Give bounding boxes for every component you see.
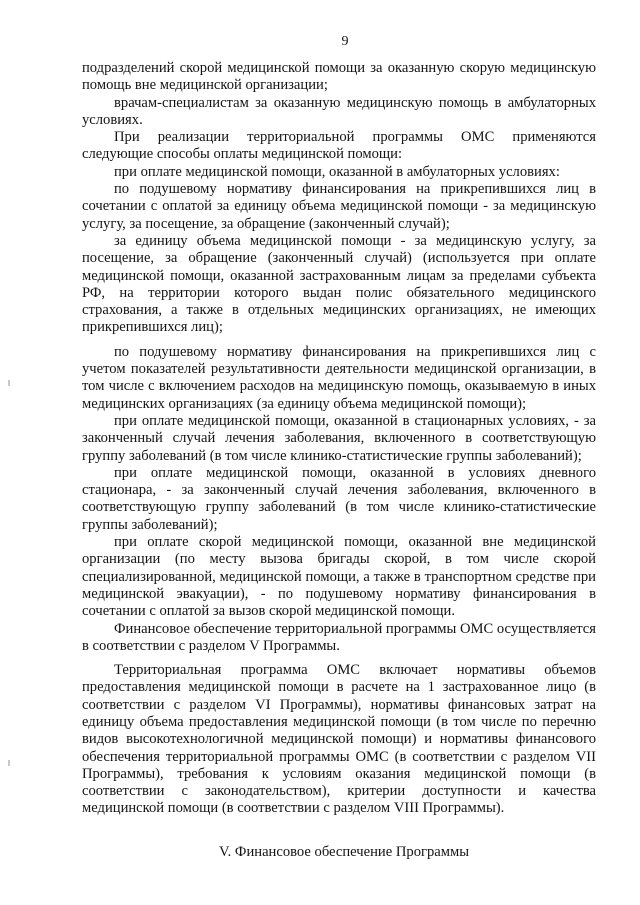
paragraph-3: При реализации территориальной программы ОМС применяются следующие способы оплаты медицинской помощи: <box>82 129 596 163</box>
paragraph-11: Финансовое обеспечение территориальной программы ОМС осуществляется в соответствии с разделом V Программы. <box>82 620 596 654</box>
paragraph-9: при оплате медицинской помощи, оказанной в условиях дневного стационара, - за законченный случай лечения заболевания, включенного в соответствующую группу заболеваний (в том числе клинико-статистические группы заболеваний); <box>82 464 596 533</box>
paragraph-5: по подушевому нормативу финансирования на прикрепившихся лиц в сочетании с оплатой за единицу объема медицинской помощи - за медицинскую услугу, за посещение, за обращение (законченный случай); <box>82 181 596 232</box>
page-number: 9 <box>341 34 349 49</box>
paragraph-4: при оплате медицинской помощи, оказанной в амбулаторных условиях: <box>114 163 560 180</box>
paragraph-6: за единицу объема медицинской помощи - за медицинскую услугу, за посещение, за обращение (законченный случай) (используется при оплате медицинской помощи, оказанной застрахованным лицам за пределами субъекта РФ, на территории которого выдан полис обязательного медицинского страхования, а также в отдельных медицинских организациях, не имеющих прикрепившихся лиц); <box>82 232 596 336</box>
body-text <box>82 60 596 818</box>
scan-artifact <box>8 380 10 386</box>
paragraph-12: Территориальная программа ОМС включает нормативы объемов предоставления медицинской помощи в расчете на 1 застрахованное лицо (в соответствии с разделом VI Программы), нормативы финансовых затрат на единицу объема предоставления медицинской помощи (в том числе по перечню видов высокотехнологичной медицинской помощи) и нормативы финансового обеспечения территориальной программы ОМС (в соответствии с разделом VII Программы), требования к условиям оказания медицинской помощи (в соответствии с законодательством), критерии доступности и качества медицинской помощи (в соответствии с разделом VIII Программы). <box>82 662 596 817</box>
paragraph-1: подразделений скорой медицинской помощи за оказанную скорую медицинскую помощь вне медицинской организации; <box>82 60 596 94</box>
scan-artifact <box>8 760 10 766</box>
paragraph-2: врачам-специалистам за оказанную медицинскую помощь в амбулаторных условиях. <box>82 94 596 128</box>
section-heading: V. Финансовое обеспечение Программы <box>218 843 470 860</box>
paragraph-10: при оплате скорой медицинской помощи, оказанной вне медицинской организации (по месту вызова бригады скорой, в том числе скорой специализированной, медицинской помощи, а также в транспортном средстве при медицинской эвакуации), - по подушевому нормативу финансирования в сочетании с оплатой за вызов скорой медицинской помощи. <box>82 534 596 620</box>
paragraph-7: по подушевому нормативу финансирования на прикрепившихся лиц с учетом показателей результативности деятельности медицинской организации, в том числе с включением расходов на медицинскую помощь, оказываемую в иных медицинских организациях (за единицу объема медицинской помощи); <box>82 343 596 412</box>
paragraph-8: при оплате медицинской помощи, оказанной в стационарных условиях, - за законченный случай лечения заболевания, включенного в соответствующую группу заболеваний (в том числе клинико-статистические группы заболеваний); <box>82 412 596 464</box>
